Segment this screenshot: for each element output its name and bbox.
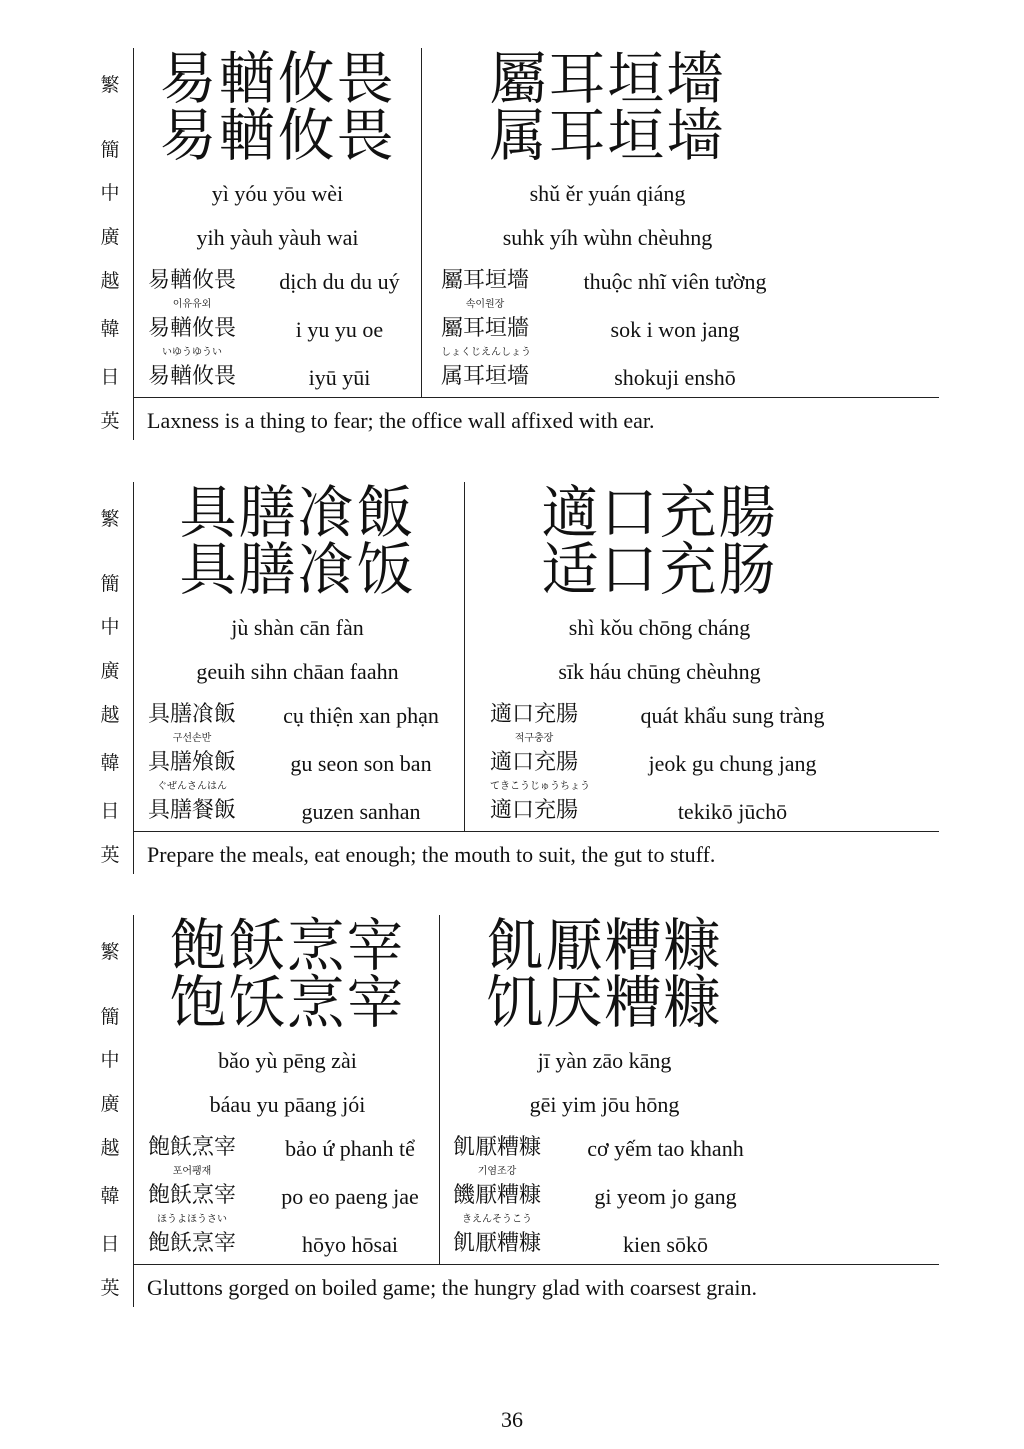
label-korean: 韓: [100, 1185, 120, 1207]
left-jp-chars: [148, 781, 237, 823]
english-translation: Gluttons gorged on boiled game; the hungry glad with coarsest grain.: [147, 1275, 757, 1300]
left-viet-chars: 飽飫烹宰: [148, 1135, 237, 1160]
right-simplified: 适口充肠: [541, 537, 778, 603]
right-jp-ruby: しょくじえんしょう: [441, 347, 531, 358]
label-cantonese: 廣: [100, 660, 120, 682]
right-pinyin: shì kǒu chōng cháng: [568, 615, 751, 640]
left-jp-ruby: いゆうゆうい: [162, 347, 222, 358]
left-jp-ruby: ほうよほうさい: [157, 1214, 227, 1225]
label-korean: 韓: [100, 752, 120, 774]
right-viet-chars: 適口充腸: [490, 702, 579, 727]
label-japanese: 日: [100, 800, 120, 822]
left-jp-chars: [148, 1214, 237, 1256]
left-jp-chars-text: 飽飫烹宰: [148, 1231, 237, 1256]
left-rule: [133, 915, 134, 1307]
label-cantonese: 廣: [100, 226, 120, 248]
right-jp-chars: [490, 781, 590, 823]
left-traditional: 具膳飡飯: [179, 480, 416, 546]
right-kor-chars: [441, 299, 530, 341]
label-traditional: 繁: [100, 508, 120, 530]
label-mandarin: 中: [100, 1049, 120, 1071]
label-korean: 韓: [100, 318, 120, 340]
left-jyutping: geuih sihn chāan faahn: [196, 659, 399, 684]
label-cantonese: 廣: [100, 1093, 120, 1115]
label-vietnamese: 越: [100, 270, 120, 292]
label-traditional: 繁: [100, 74, 120, 96]
right-kor-ruby: 기염조강: [477, 1166, 517, 1177]
label-english: 英: [100, 410, 120, 432]
left-jp-reading: guzen sanhan: [301, 799, 421, 824]
english-divider: [133, 1264, 939, 1265]
left-jp-chars-text: 易輶攸畏: [148, 364, 237, 389]
left-pinyin: jù shàn cān fàn: [231, 615, 364, 640]
right-jp-reading: shokuji enshō: [614, 365, 736, 390]
label-english: 英: [100, 1277, 120, 1299]
right-viet-chars: 飢厭糟糠: [453, 1135, 542, 1160]
right-jp-reading: tekikō jūchō: [677, 799, 788, 824]
right-jp-chars: [441, 347, 531, 389]
right-jyutping: sīk háu chūng chèuhng: [558, 659, 761, 684]
left-kor-reading: po eo paeng jae: [281, 1184, 419, 1209]
right-jp-reading: kien sōkō: [623, 1232, 708, 1257]
left-jp-chars: [148, 347, 237, 389]
left-jyutping: báau yu pāang jói: [209, 1092, 366, 1117]
left-kor-ruby: 포어팽재: [172, 1166, 212, 1177]
right-pinyin: jī yàn zāo kāng: [537, 1048, 672, 1073]
label-mandarin: 中: [100, 182, 120, 204]
right-jp-ruby: てきこうじゅうちょう: [490, 781, 590, 792]
label-english: 英: [100, 844, 120, 866]
left-kor-chars: [148, 299, 237, 341]
column-divider: [421, 48, 422, 398]
left-kor-chars: [148, 733, 237, 775]
left-traditional: 飽飫烹宰: [169, 913, 406, 979]
right-kor-reading: gi yeom jo gang: [594, 1184, 737, 1209]
right-simplified: 属耳垣墙: [489, 103, 726, 169]
left-jp-chars-text: 具膳餐飯: [148, 798, 237, 823]
right-kor-reading: sok i won jang: [610, 317, 740, 342]
label-mandarin: 中: [100, 616, 120, 638]
label-simplified: 簡: [100, 139, 120, 161]
label-vietnamese: 越: [100, 704, 120, 726]
english-translation: Laxness is a thing to fear; the office wall affixed with ear.: [147, 408, 655, 433]
right-traditional: 適口充腸: [541, 480, 778, 546]
left-kor-ruby: 구선손반: [172, 733, 212, 744]
right-kor-chars-text: 饑厭糟糠: [453, 1183, 542, 1208]
left-traditional: 易輶攸畏: [159, 46, 396, 112]
column-divider: [439, 915, 440, 1265]
left-kor-chars-text: 飽飫烹宰: [148, 1183, 237, 1208]
left-kor-chars: [148, 1166, 237, 1208]
right-jp-ruby: きえんそうこう: [462, 1214, 532, 1225]
right-jp-chars: [453, 1214, 542, 1256]
label-japanese: 日: [100, 1233, 120, 1255]
label-simplified: 簡: [100, 1006, 120, 1028]
right-jp-chars-text: 適口充腸: [490, 798, 579, 823]
right-jp-chars-text: 属耳垣墻: [441, 364, 530, 389]
left-jp-reading: hōyo hōsai: [302, 1232, 398, 1257]
left-kor-chars-text: 具膳飧飯: [148, 750, 237, 775]
left-kor-chars-text: 易輶攸畏: [148, 316, 237, 341]
left-viet-chars: 具膳飡飯: [148, 702, 237, 727]
right-traditional: 屬耳垣墻: [489, 46, 726, 112]
right-jp-chars-text: 飢厭糟糠: [453, 1231, 542, 1256]
left-pinyin: yì yóu yōu wèi: [211, 181, 344, 206]
left-jyutping: yih yàuh yàuh wai: [196, 225, 359, 250]
right-jyutping: suhk yíh wùhn chèuhng: [502, 225, 713, 250]
right-kor-chars-text: 適口充腸: [490, 750, 579, 775]
right-viet-reading: thuộc nhĩ viên tường: [583, 269, 767, 294]
left-viet-reading: dịch du du uý: [279, 269, 400, 294]
right-viet-chars: 屬耳垣墻: [441, 268, 530, 293]
left-rule: [133, 482, 134, 874]
label-simplified: 簡: [100, 573, 120, 595]
left-kor-reading: i yu yu oe: [295, 317, 384, 342]
right-simplified: 饥厌糟糠: [486, 970, 723, 1036]
left-kor-reading: gu seon son ban: [290, 751, 432, 776]
right-pinyin: shǔ ěr yuán qiáng: [529, 181, 686, 206]
left-jp-reading: iyū yūi: [308, 365, 371, 390]
label-traditional: 繁: [100, 941, 120, 963]
right-viet-reading: cơ yếm tao khanh: [587, 1136, 744, 1161]
right-kor-chars: [490, 733, 579, 775]
left-simplified: 饱饫烹宰: [169, 970, 406, 1036]
english-translation: Prepare the meals, eat enough; the mouth to suit, the gut to stuff.: [147, 842, 716, 867]
right-traditional: 飢厭糟糠: [486, 913, 723, 979]
left-simplified: 具膳飡饭: [179, 537, 416, 603]
page-number: 36: [501, 1407, 523, 1432]
left-viet-reading: cụ thiện xan phạn: [283, 703, 439, 728]
left-rule: [133, 48, 134, 440]
left-simplified: 易輶攸畏: [159, 103, 396, 169]
column-divider: [464, 482, 465, 832]
right-kor-chars-text: 屬耳垣牆: [441, 316, 530, 341]
right-kor-reading: jeok gu chung jang: [648, 751, 817, 776]
right-viet-reading: quát khẩu sung tràng: [640, 703, 825, 728]
english-divider: [133, 397, 939, 398]
right-kor-ruby: 속이원장: [465, 299, 505, 310]
left-jp-ruby: ぐぜんさんはん: [157, 781, 227, 792]
right-kor-chars: [453, 1166, 542, 1208]
left-viet-chars: 易輶攸畏: [148, 268, 237, 293]
english-divider: [133, 831, 939, 832]
right-jyutping: gēi yim jōu hōng: [529, 1092, 680, 1117]
label-vietnamese: 越: [100, 1137, 120, 1159]
left-viet-reading: bảo ứ phanh tể: [285, 1136, 415, 1161]
right-kor-ruby: 적구충장: [514, 733, 554, 744]
label-japanese: 日: [100, 366, 120, 388]
left-pinyin: bǎo yù pēng zài: [218, 1048, 357, 1073]
left-kor-ruby: 이유유외: [172, 299, 212, 310]
